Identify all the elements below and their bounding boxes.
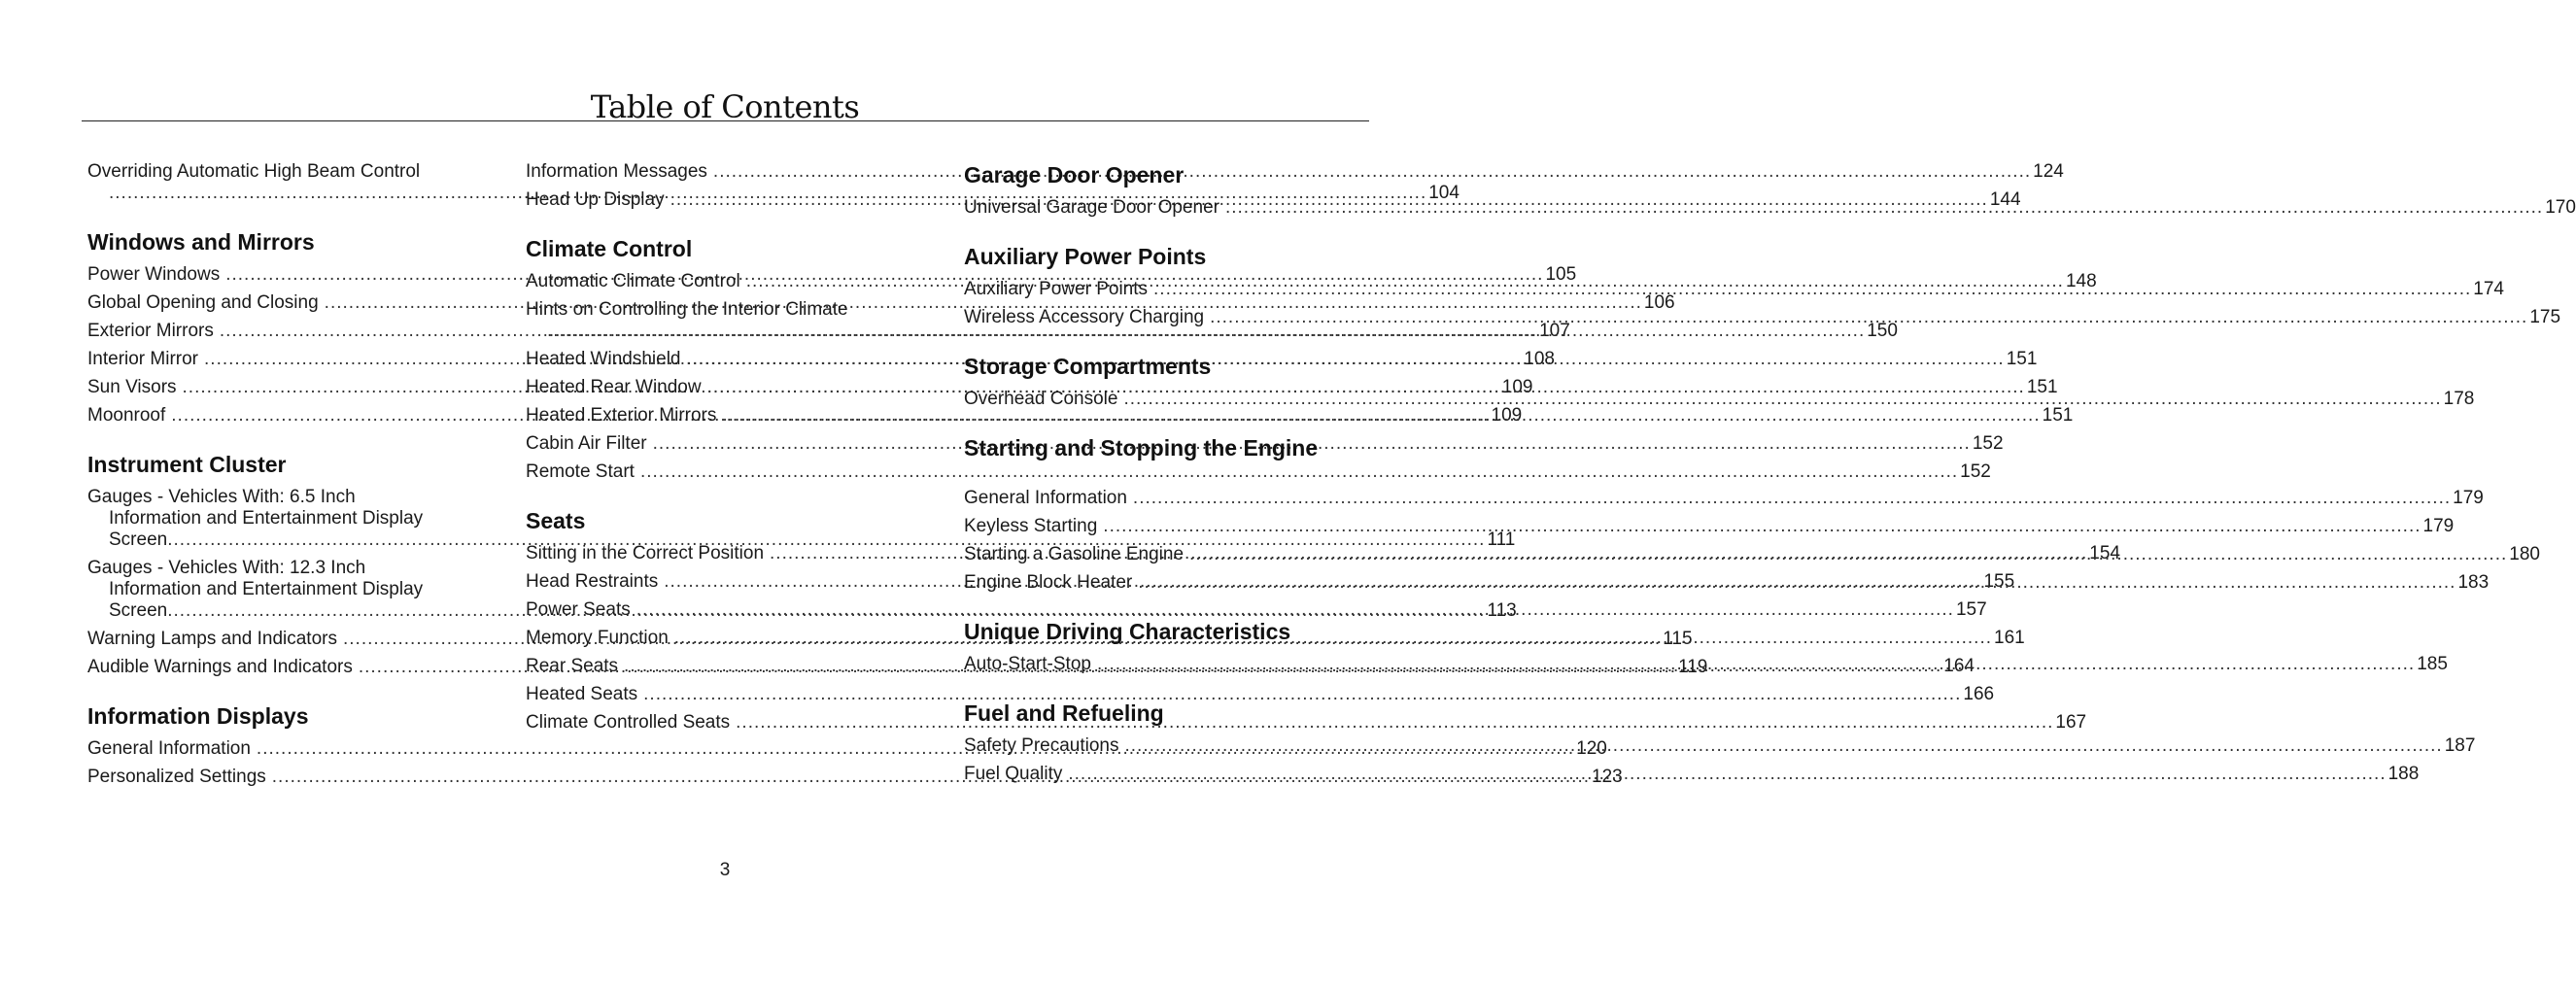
section-heading: Instrument Cluster: [87, 452, 287, 477]
entry-page-number: 154: [2089, 543, 2120, 563]
entry-page-number: 109: [1491, 405, 1523, 426]
entry-page-number: 185: [2417, 654, 2448, 674]
entry-page-number: 164: [1943, 656, 1975, 676]
entry-page-number: 188: [2387, 764, 2420, 784]
entry-title: Safety Precautions: [964, 735, 1119, 756]
dot-leader: [1225, 197, 2543, 218]
title-divider: [82, 120, 1369, 121]
dot-leader: [1097, 654, 2415, 674]
entry-title: Gauges - Vehicles With: 6.5 Inch: [87, 487, 356, 507]
entry-page-number: 109: [1501, 377, 1533, 397]
entry-title: Head Up Display: [526, 189, 665, 210]
entry-title: Heated Exterior Mirrors: [526, 405, 717, 426]
toc-entry[interactable]: [964, 389, 2475, 410]
entry-title: Power Seats: [526, 599, 631, 620]
toc-entry[interactable]: [964, 488, 2484, 509]
entry-page-number: 152: [1972, 433, 2004, 454]
entry-page-number: 105: [1545, 264, 1577, 285]
dot-leader: [1210, 307, 2527, 327]
entry-title: Automatic Climate Control: [526, 271, 740, 291]
entry-title: Overhead Console: [964, 389, 1118, 409]
entry-leader-row: [526, 684, 1995, 705]
dot-leader: [1103, 516, 2421, 536]
dot-leader: [1153, 279, 2471, 299]
toc-entry[interactable]: [526, 461, 1991, 483]
entry-title: General Information: [87, 738, 251, 759]
section-heading: Starting and Stopping the Engine: [964, 435, 1319, 461]
entry-page-number: 178: [2443, 389, 2475, 409]
entry-title: Heated Rear Window: [526, 377, 702, 397]
entry-title: Screen: [109, 529, 168, 550]
entry-title: Sun Visors: [87, 377, 177, 397]
entry-title: Warning Lamps and Indicators: [87, 629, 337, 649]
dot-leader: [1124, 735, 2442, 756]
spacer: [964, 470, 1362, 488]
entry-title: Sitting in the Correct Position: [526, 543, 765, 563]
entry-page-number: 113: [1487, 600, 1517, 621]
entry-title: Keyless Starting: [964, 516, 1098, 536]
entry-page-number: 124: [2033, 161, 2064, 182]
entry-title: General Information: [964, 488, 1127, 508]
entry-page-number: 187: [2444, 735, 2476, 756]
toc-entry[interactable]: [964, 307, 2561, 328]
page-number: 3: [719, 860, 731, 880]
entry-title: Information and Entertainment Display: [109, 579, 424, 599]
entry-page-number: 115: [1663, 629, 1693, 649]
entry-title: Climate Controlled Seats: [526, 712, 731, 733]
entry-title: Moonroof: [87, 405, 166, 426]
entry-title: Wireless Accessory Charging: [964, 307, 1205, 327]
section-heading: Information Displays: [87, 703, 309, 729]
entry-leader-row: [964, 389, 2475, 410]
section-heading: Auxiliary Power Points: [964, 244, 1207, 269]
entry-leader-row: [964, 516, 2455, 537]
toc-entry[interactable]: [526, 684, 1995, 705]
entry-leader-row: [87, 321, 1570, 342]
entry-page-number: 174: [2473, 279, 2504, 299]
section-heading: Garage Door Opener: [964, 162, 1185, 188]
section-heading: Windows and Mirrors: [87, 229, 315, 255]
entry-page-number: 104: [1428, 183, 1460, 203]
section-heading: Climate Control: [526, 236, 693, 261]
entry-title: Audible Warnings and Indicators: [87, 657, 353, 677]
entry-page-number: 148: [2065, 271, 2097, 291]
dot-leader: [1068, 764, 2386, 784]
entry-page-number: 157: [1955, 599, 1987, 620]
entry-title: Auto-Start-Stop: [964, 654, 1091, 674]
entry-title: Engine Block Heater: [964, 572, 1133, 593]
entry-title: Overriding Automatic High Beam Control: [87, 161, 421, 182]
entry-page-number: 106: [1643, 292, 1675, 313]
entry-page-number: 111: [1487, 529, 1516, 550]
entry-title: Hints on Controlling the Interior Climate: [526, 299, 848, 320]
entry-page-number: 166: [1963, 684, 1995, 704]
entry-title: Fuel Quality: [964, 764, 1063, 784]
dot-leader: [1123, 389, 2441, 409]
entry-title: Heated Windshield: [526, 349, 681, 369]
dot-leader: [1189, 544, 2507, 564]
entry-title: Information and Entertainment Display: [109, 508, 424, 529]
entry-title: Personalized Settings: [87, 767, 266, 787]
toc-entry[interactable]: [87, 321, 1570, 342]
entry-page-number: 183: [2457, 572, 2490, 593]
entry-title: Auxiliary Power Points: [964, 279, 1149, 299]
entry-page-number: 150: [1867, 321, 1898, 341]
entry-page-number: 107: [1539, 321, 1570, 341]
dot-leader: [1138, 572, 2456, 593]
entry-title: Information Messages: [526, 161, 707, 182]
entry-page-number: 179: [2453, 488, 2484, 508]
entry-page-number: 170: [2545, 197, 2576, 218]
dot-leader: [1133, 488, 2451, 508]
entry-page-number: 155: [1983, 571, 2015, 592]
entry-page-number: 151: [2006, 349, 2038, 369]
entry-page-number: 161: [1994, 628, 2025, 648]
entry-leader-row: [964, 488, 2484, 509]
entry-page-number: 108: [1524, 349, 1555, 369]
page-title: Table of Contents: [590, 88, 860, 126]
entry-title: Heated Seats: [526, 684, 638, 704]
dot-leader: [736, 712, 2053, 733]
entry-title: Power Windows: [87, 264, 221, 285]
toc-entry[interactable]: [964, 516, 2455, 537]
section-heading: Storage Compartments: [964, 354, 1212, 379]
entry-title: Screen: [109, 600, 168, 621]
entry-leader-row: [964, 307, 2561, 328]
section-heading: Unique Driving Characteristics: [964, 619, 1291, 644]
entry-title: Rear Seats: [526, 656, 619, 676]
entry-title: Memory Function: [526, 628, 669, 648]
entry-page-number: 151: [2026, 377, 2058, 397]
entry-title: Interior Mirror: [87, 349, 199, 369]
entry-page-number: 151: [2042, 405, 2074, 426]
section-heading: Seats: [526, 508, 586, 533]
entry-title: Remote Start: [526, 461, 635, 482]
entry-page-number: 144: [1989, 189, 2021, 210]
entry-leader-row: [526, 461, 1991, 483]
entry-page-number: 180: [2509, 544, 2540, 564]
entry-title: Global Opening and Closing: [87, 292, 319, 313]
entry-title: Head Restraints: [526, 571, 659, 592]
entry-page-number: 167: [2055, 712, 2087, 733]
entry-page-number: 120: [1576, 738, 1607, 759]
entry-page-number: 123: [1592, 767, 1623, 787]
entry-title: Starting a Gasoline Engine: [964, 544, 1185, 564]
entry-page-number: 179: [2422, 516, 2455, 536]
dot-leader: [713, 161, 2031, 182]
entry-page-number: 119: [1678, 657, 1708, 677]
section-heading: Fuel and Refueling: [964, 700, 1164, 726]
entry-title: Exterior Mirrors: [87, 321, 214, 341]
entry-title: Gauges - Vehicles With: 12.3 Inch: [87, 558, 366, 578]
entry-title: Cabin Air Filter: [526, 433, 647, 454]
entry-title: Universal Garage Door Opener: [964, 197, 1219, 218]
entry-leader-row: [87, 529, 1516, 551]
entry-page-number: 175: [2529, 307, 2561, 327]
entry-page-number: 152: [1960, 461, 1991, 482]
